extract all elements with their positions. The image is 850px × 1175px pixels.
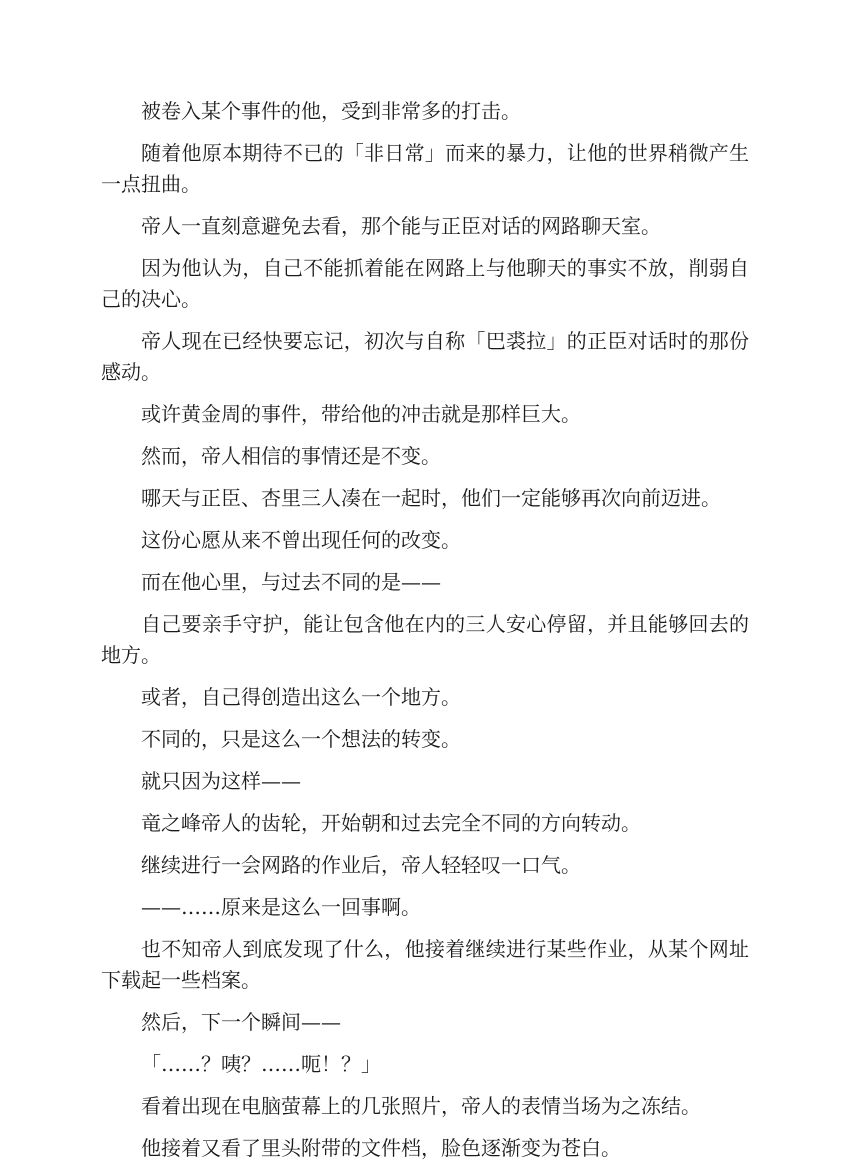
paragraph: 因为他认为，自己不能抓着能在网路上与他聊天的事实不放，削弱自己的决心。 <box>101 256 749 311</box>
paragraph: 帝人现在已经快要忘记，初次与自称「巴裘拉」的正臣对话时的那份感动。 <box>101 329 749 384</box>
paragraph: 或许黄金周的事件，带给他的冲击就是那样巨大。 <box>141 402 581 426</box>
document-page <box>101 96 749 1175</box>
paragraph: 然而，帝人相信的事情还是不变。 <box>141 444 441 468</box>
paragraph: 哪天与正臣、杏里三人凑在一起时，他们一定能够再次向前迈进。 <box>141 486 721 510</box>
paragraph: 帝人一直刻意避免去看，那个能与正臣对话的网路聊天室。 <box>141 214 661 238</box>
paragraph: 继续进行一会网路的作业后，帝人轻轻叹一口气。 <box>141 853 581 877</box>
paragraph: 就只因为这样—— <box>141 769 301 793</box>
paragraph: 或者，自己得创造出这么一个地方。 <box>141 685 461 709</box>
paragraph: 他接着又看了里头附带的文件档，脸色逐渐变为苍白。 <box>141 1136 621 1160</box>
paragraph: 自己要亲手守护，能让包含他在内的三人安心停留，并且能够回去的地方。 <box>101 612 749 667</box>
paragraph: 这份心愿从来不曾出现任何的改变。 <box>141 528 461 552</box>
paragraph: 看着出现在电脑萤幕上的几张照片，帝人的表情当场为之冻结。 <box>141 1094 701 1118</box>
paragraph: 竜之峰帝人的齿轮，开始朝和过去完全不同的方向转动。 <box>141 811 641 835</box>
paragraph: 而在他心里，与过去不同的是—— <box>141 570 441 594</box>
paragraph: 被卷入某个事件的他，受到非常多的打击。 <box>141 99 521 123</box>
paragraph: 也不知帝人到底发现了什么，他接着继续进行某些作业，从某个网址下载起一些档案。 <box>101 937 749 992</box>
paragraph: 「……？咦？……呃！？」 <box>141 1052 381 1076</box>
paragraph: ——……原来是这么一回事啊。 <box>141 895 421 919</box>
paragraph: 随着他原本期待不已的「非日常」而来的暴力，让他的世界稍微产生一点扭曲。 <box>101 141 749 196</box>
paragraph: 不同的，只是这么一个想法的转变。 <box>141 727 461 751</box>
paragraph: 然后，下一个瞬间—— <box>141 1010 341 1034</box>
